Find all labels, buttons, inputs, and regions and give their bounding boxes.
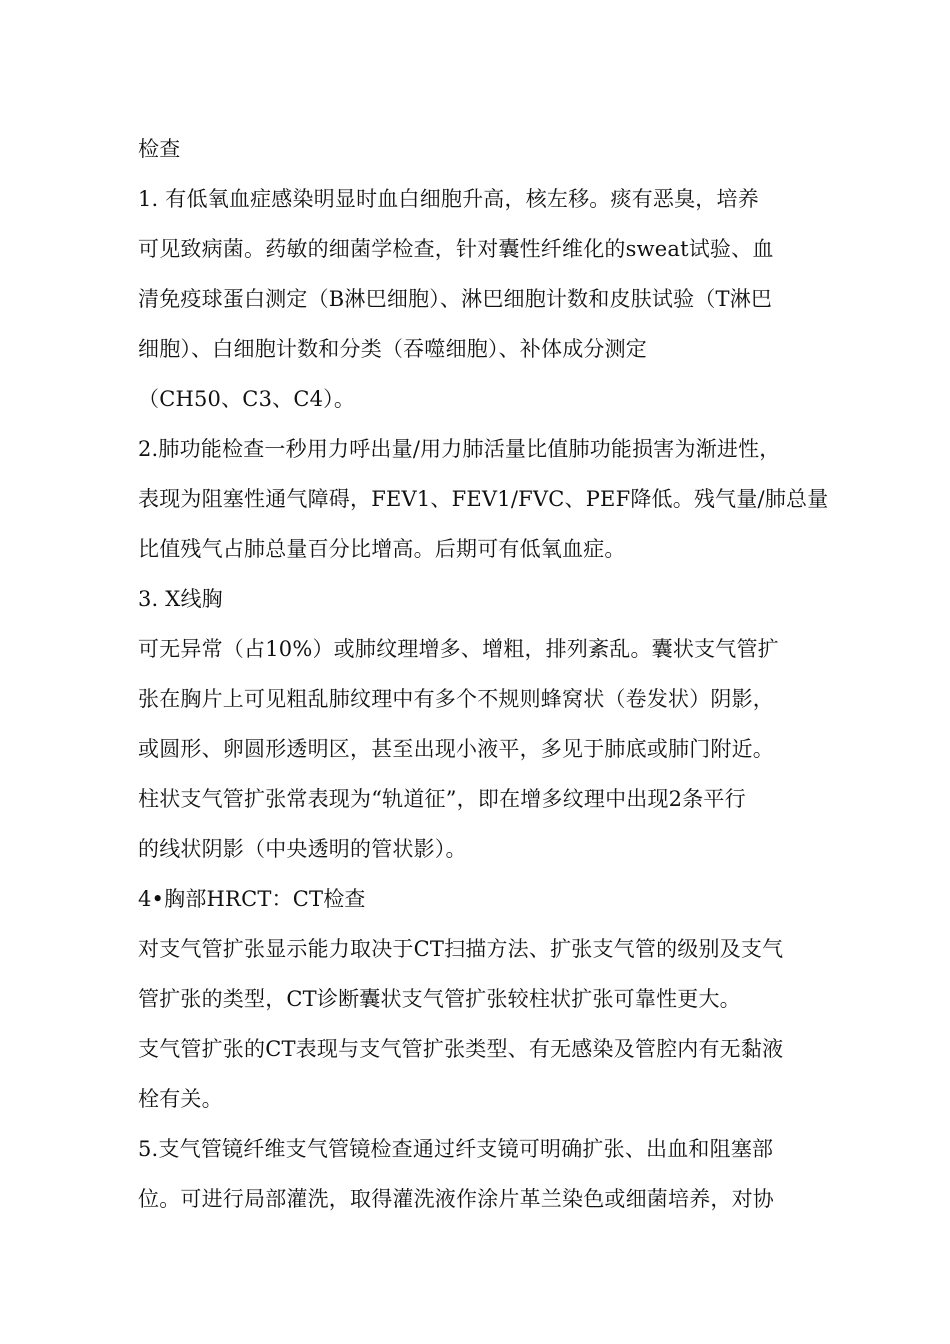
text-line-9: 3. X线胸 [138,587,223,611]
text-line-6: 2.肺功能检查一秒用力呼出量/用力肺活量比值肺功能损害为渐进性， [138,437,781,461]
text-line-3: 清免疫球蛋白测定（B淋巴细胞）、淋巴细胞计数和皮肤试验（T淋巴 [138,287,773,311]
text-line-14: 的线状阴影（中央透明的管状影）。 [138,837,467,861]
text-line-4: 细胞）、白细胞计数和分类（吞噬细胞）、补体成分测定 [138,337,647,361]
text-line-13: 柱状支气管扩张常表现为“轨道征”，即在增多纹理中出现2条平行 [138,787,746,811]
text-line-20: 5.支气管镜纤维支气管镜检查通过纤支镜可明确扩张、出血和阻塞部 [138,1137,774,1161]
text-line-7: 表现为阻塞性通气障碍，FEV1、FEV1/FVC、PEF降低。残气量/肺总量 [138,487,829,511]
text-line-8: 比值残气占肺总量百分比增高。后期可有低氧血症。 [138,537,626,561]
text-line-11: 张在胸片上可见粗乱肺纹理中有多个不规则蜂窝状（卷发状）阴影， [138,687,774,711]
text-line-1: 1. 有低氧血症感染明显时血白细胞升高，核左移。痰有恶臭，培养 [138,187,759,211]
text-line-19: 栓有关。 [138,1087,223,1111]
text-line-2: 可见致病菌。药敏的细菌学检查，针对囊性纤维化的sweat试验、血 [138,237,774,261]
section-heading: 检查 [138,137,181,161]
text-line-10: 可无异常（占10%）或肺纹理增多、增粗，排列紊乱。囊状支气管扩 [138,637,779,661]
text-line-12: 或圆形、卵圆形透明区，甚至出现小液平，多见于肺底或肺门附近。 [138,737,774,761]
text-line-18: 支气管扩张的CT表现与支气管扩张类型、有无感染及管腔内有无黏液 [138,1037,784,1061]
document-body [138,124,828,1224]
text-line-21: 位。可进行局部灌洗，取得灌洗液作涂片革兰染色或细菌培养，对协 [138,1187,774,1211]
text-line-15: 4•胸部HRCT：CT检查 [138,887,366,911]
text-line-5: （CH50、C3、C4）。 [138,387,356,411]
text-line-16: 对支气管扩张显示能力取决于CT扫描方法、扩张支气管的级别及支气 [138,937,784,961]
text-line-17: 管扩张的类型，CT诊断囊状支气管扩张较柱状扩张可靠性更大。 [138,987,741,1011]
